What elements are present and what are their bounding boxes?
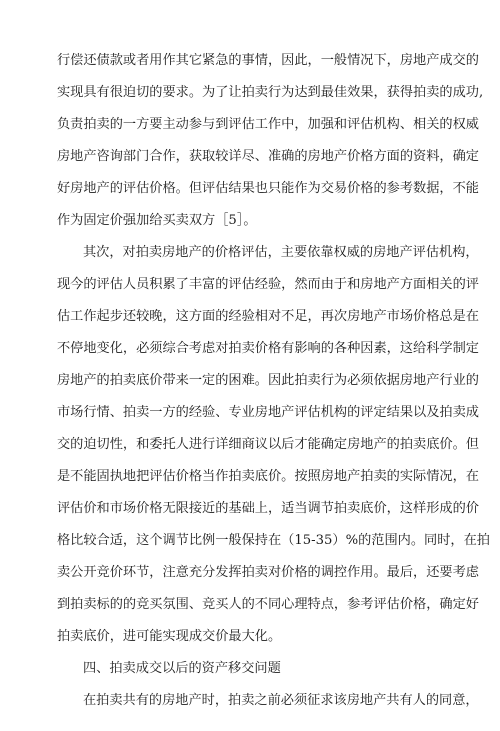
text-line-10: 不停地变化，必须综合考虑对拍卖价格有影响的各种因素，这给科学制定: [57, 341, 479, 356]
text-line-1: 行偿还债款或者用作其它紧急的事情，因此，一般情况下，房地产成交的: [57, 53, 479, 68]
text-line-2: 实现具有很迫切的要求。为了让拍卖行为达到最佳效果，获得拍卖的成功,: [57, 85, 484, 100]
paragraph-start-line: 其次，对拍卖房地产的价格评估，主要依靠权威的房地产评估机构，: [83, 245, 479, 260]
text-line-8: 现今的评估人员积累了丰富的评估经验，然而由于和房地产方面相关的评: [57, 277, 479, 292]
text-line-11: 房地产的拍卖底价带来一定的困难。因此拍卖行为必须依据房地产行业的: [57, 373, 479, 388]
text-line-9: 估工作起步还较晚，这方面的经验相对不足，再次房地产市场价格总是在: [57, 309, 479, 324]
text-line-12: 市场行情、拍卖一方的经验、专业房地产评估机构的评定结果以及拍卖成: [57, 405, 479, 420]
text-line-16: 格比较合适，这个调节比例一般保持在（15-35）%的范围内。同时，在拍: [57, 533, 490, 548]
section-heading: 四、拍卖成交以后的资产移交问题: [83, 661, 281, 676]
text-line-19: 拍卖底价，进可能实现成交价最大化。: [57, 629, 282, 644]
text-line-4: 房地产咨询部门合作，获取较详尽、准确的房地产价格方面的资料，确定: [57, 149, 479, 164]
text-line-5: 好房地产的评估价格。但评估结果也只能作为交易价格的参考数据，不能: [57, 181, 479, 196]
paragraph-start-line-2: 在拍卖共有的房地产时，拍卖之前必须征求该房地产共有人的同意，: [83, 693, 479, 708]
text-line-17: 卖公开竞价环节，注意充分发挥拍卖对价格的调控作用。最后，还要考虑: [57, 565, 479, 580]
text-line-3: 负责拍卖的一方要主动参与到评估工作中，加强和评估机构、相关的权威: [57, 117, 479, 132]
text-line-15: 评估价和市场价格无限接近的基础上，适当调节拍卖底价，这样形成的价: [57, 501, 479, 516]
text-line-18: 到拍卖标的的竞买氛围、竞买人的不同心理特点，参考评估价格，确定好: [57, 597, 479, 612]
text-line-14: 是不能固执地把评估价格当作拍卖底价。按照房地产拍卖的实际情况，在: [57, 469, 479, 484]
text-line-13: 交的迫切性，和委托人进行详细商议以后才能确定房地产的拍卖底价。但: [57, 437, 479, 452]
text-line-6: 作为固定价强加给买卖双方［5］。: [57, 213, 257, 228]
